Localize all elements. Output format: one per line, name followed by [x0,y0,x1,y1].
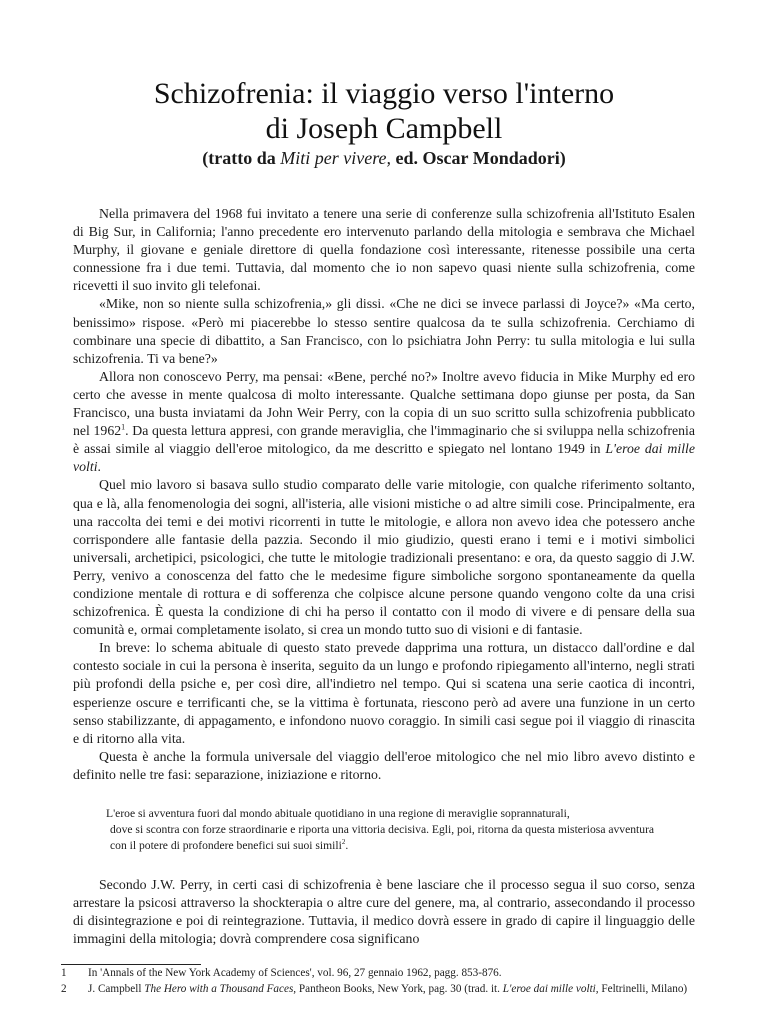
footnote-text [88,966,701,982]
subtitle-prefix: (tratto da [202,148,281,168]
title-line-2: di Joseph Campbell [265,112,503,145]
paragraph-3-end: . [97,459,101,475]
quote-first-line: L'eroe si avventura fuori dal mondo abituale quotidiano in una regione di meraviglie soprannaturali, [106,807,570,820]
block-quote [106,806,670,853]
quote-body [106,822,670,854]
footnotes [61,966,701,997]
paragraph-3 [73,368,695,477]
footnote-2-translation-title: L'eroe dai mille volti, [502,982,599,995]
footnote-number: 1 [61,967,67,979]
paragraph-6: Questa è anche la formula universale del viaggio dell'eroe mitologico che nel mio libro avevo distinto e definito nelle tre fasi: separazione, iniziazione e ritorno. [73,748,695,782]
footnote-ref-1[interactable]: 1 [121,422,126,432]
body-text [73,205,695,784]
footnote-2-author: J. Campbell [88,982,145,995]
paragraph-3-book-title: L'eroe dai mille volti [73,441,695,475]
footnote-text [88,982,701,998]
quote-text: dove si scontra con forze straordinarie e riporta una vittoria decisiva. Egli, poi, ritorna da questa misteriosa avventura con il potere di profondere benefici sui suoi simili [110,822,655,852]
subtitle-book-title: Miti per vivere, [280,148,392,168]
paragraph-4: Quel mio lavoro si basava sullo studio comparato delle varie mitologie, con qualche riferimento soltanto, qua e là, alla fenomenologia dei sogni, all'isteria, alle visioni mistiche o ad altre simili cose. Principalmente, era una raccolta dei temi e dei motivi ricorrenti in tutte le mitologie, e allora non avevo idea che potessero anche corrispondere alle fantasie della pazzia. Secondo il mio giudizio, questi erano i temi e i motivi simbolici universali, archetipici, psicologici, che tutte le mitologie tradizionali presentano: e ora, da questo saggio di J.W. Perry, venivo a conoscenza del fatto che le medesime figure simboliche sorgono spontaneamente da quella condizione mentale di rottura e di sofferenza che colpisce alcune persone quando vengono colte da una crisi schizofrenica. È questa la condizione di chi ha perso il contatto con il modo di vivere e di pensare della sua comunità e, ormai completamente isolato, si crea un mondo tutto suo di visioni e di fantasie. [73,477,695,638]
body-text-continued [73,876,695,948]
footnote-2 [61,982,701,998]
footnote-ref-2[interactable]: 2 [341,837,346,846]
title-line-1: Schizofrenia: il viaggio verso l'interno [153,77,615,110]
quote-end: . [345,838,349,852]
paragraph-3-text-cont: . Da questa lettura appresi, con grande meraviglia, che l'immaginario che si sviluppa nella schizofrenia è assai simile al viaggio dell'eroe mitologico, da me descritto e spiegato nel lontano 1949 in [73,423,695,457]
footnote-1-text: In 'Annals of the New York Academy of Sciences', vol. 96, 27 gennaio 1962, pagg. 853-876. [88,967,502,979]
paragraph-7: Secondo J.W. Perry, in certi casi di schizofrenia è bene lasciare che il processo segua il suo corso, senza arrestare la psicosi attraverso la shockterapia o altre cure del genere, ma, al contrario, assecondando il processo di disintegrazione e poi di reintegrazione. Tuttavia, il medico dovrà essere in grado di capire il linguaggio delle immagini della mitologia; dovrà comprendere cosa significano [73,877,695,947]
footnote-2-end: Feltrinelli, Milano) [598,982,688,995]
paragraph-2: «Mike, non so niente sulla schizofrenia,» gli dissi. «Che ne dici se invece parlassi di Joyce?» «Ma certo, benissimo» rispose. «Però mi piacerebbe lo stesso sentire qualcosa da te sulla schizofrenia. Cerchiamo di combinare una specie di dibattito, a San Francisco, con lo psichiatra John Perry: tu sulla mitologia e lui sulla schizofrenia. Ti va bene?» [73,296,695,366]
footnote-number: 2 [61,982,67,995]
footnote-divider [61,964,201,965]
paragraph-5: In breve: lo schema abituale di questo stato prevede dapprima una rottura, un distacco dall'ordine e dal contesto sociale in cui la persona è inserita, seguito da un lungo e profondo ripiegamento all'interno, negli strati più profondi della psiche e, per così dire, all'indietro nel tempo. Qui si scatena una serie caotica di incontri, esperienze oscure e terrificanti che, se la vittima è fortunata, riescono però ad avere una funzione in un certo senso stabilizzante, di appagamento, e infondono nuovo coraggio. In simili casi segue poi il viaggio di rinascita e di ritorno alla vita. [73,640,695,746]
footnote-2-publisher: Pantheon Books, New York, pag. 30 (trad. it. [296,982,503,995]
paragraph-1: Nella primavera del 1968 fui invitato a tenere una serie di conferenze sulla schizofrenia all'Istituto Esalen di Big Sur, in California; l'anno precedente ero intervenuto parlando della mitologia e sembrava che Michael Murphy, il giovane e geniale direttore di quella fondazione così interessante, ritenesse possibile una certa connessione fra i due temi. Tuttavia, dal momento che io non sapevo quasi niente sulla schizofrenia, come ricevetti il suo invito gli telefonai. [73,206,695,294]
document-subtitle [60,147,708,169]
paragraph-3-text: Allora non conoscevo Perry, ma pensai: «Bene, perché no?» Inoltre avevo fiducia in Mike Murphy ed ero certo che avesse in mente qualcosa di molto interessante. Qualche settimana dopo giunse per posta, da San Francisco, una busta inviatami da John Weir Perry, con la copia di un suo scritto sulla schizofrenia pubblicato nel 1962 [73,368,695,439]
footnote-1 [61,966,701,982]
subtitle-suffix: ed. Oscar Mondadori) [391,148,566,168]
footnote-2-book-title: The Hero with a Thousand Faces, [144,982,297,995]
document-title [60,76,708,146]
